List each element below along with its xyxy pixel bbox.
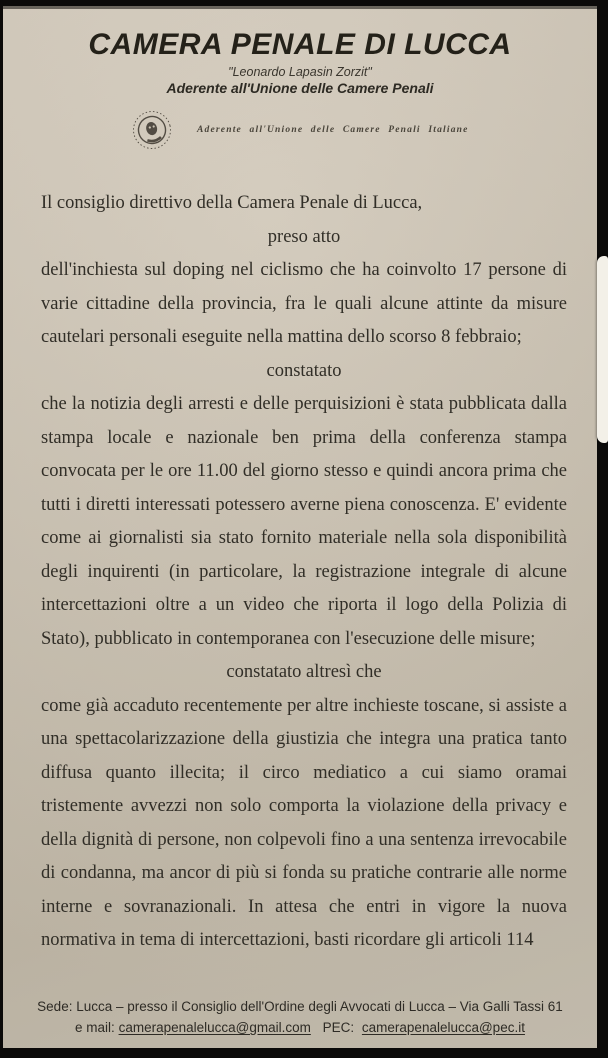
paragraph: che la notizia degli arresti e delle perquisizioni è stata pubblicata dalla stampa locale e nazionale ben prima della conferenza stampa convocata per le ore 11.00 del giorno stesso e quindi ancora prima che tutti i diretti interessati potessero averne piena conoscenza. E' evidente come ai giornalisti sia stato fornito materiale nella sola disponibilità degli inquirenti (in particolare, la registrazione integrale di alcune intercettazioni oltre a un video che riporta il logo della Polizia di Stato), pubblicato in contemporanea con l'esecuzione delle misure; (41, 394, 567, 649)
paragraph: come già accaduto recentemente per altre inchieste toscane, si assiste a una spettacolarizzazione della giustizia che integra una pratica tanto diffusa quanto illecita; il circo mediatico a cui siamo oramai tristemente avvezzi non solo comporta la violazione della privacy e della dignità di persone, non colpevoli fino a una sentenza irrevocabile di condanna, ma ancor di più si fonda su pratiche contrarie alle norme interne e sovranazionali. In attesa che entri in vigore la nuova normativa in tema di intercettazioni, basti ricordare gli articoli 114 (41, 695, 567, 950)
document-photo (3, 6, 597, 1048)
scrollbar-thumb[interactable] (597, 256, 608, 443)
seal-caption: Aderente all'Unione delle Camere Penali Italiane (197, 125, 469, 135)
pec-label: PEC: (322, 1020, 355, 1035)
paragraph: constatato altresì che (226, 662, 382, 682)
paragraph: Il consiglio direttivo della Camera Penale di Lucca, (41, 193, 423, 213)
paragraph: preso atto (267, 226, 341, 247)
seal-row (131, 107, 597, 153)
doc-subtitle: "Leonardo Lapasin Zorzit" (228, 65, 372, 79)
footer-contacts (3, 1017, 597, 1038)
photo-top-edge (3, 6, 597, 9)
email-label: e mail: (75, 1020, 115, 1035)
document-footer (3, 996, 597, 1038)
document-header (3, 6, 597, 153)
doc-affiliation: Aderente all'Unione delle Camere Penali (166, 80, 434, 96)
pec-address: camerapenalelucca@pec.it (361, 1020, 525, 1035)
footer-address: Sede: Lucca – presso il Consiglio dell'Ordine degli Avvocati di Lucca – Via Galli Tassi 61 (37, 999, 563, 1014)
document-body (41, 187, 567, 958)
paragraph: constatato (266, 360, 342, 381)
seal-icon (131, 107, 173, 153)
paragraph: dell'inchiesta sul doping nel ciclismo che ha coinvolto 17 persone di varie cittadine della provincia, fra le quali alcune attinte da misure cautelari personali eseguite nella mattina dello scorso 8 febbraio; (41, 260, 567, 347)
page-title: CAMERA PENALE DI LUCCA (88, 28, 512, 61)
gmail-address: camerapenalelucca@gmail.com (118, 1020, 311, 1035)
